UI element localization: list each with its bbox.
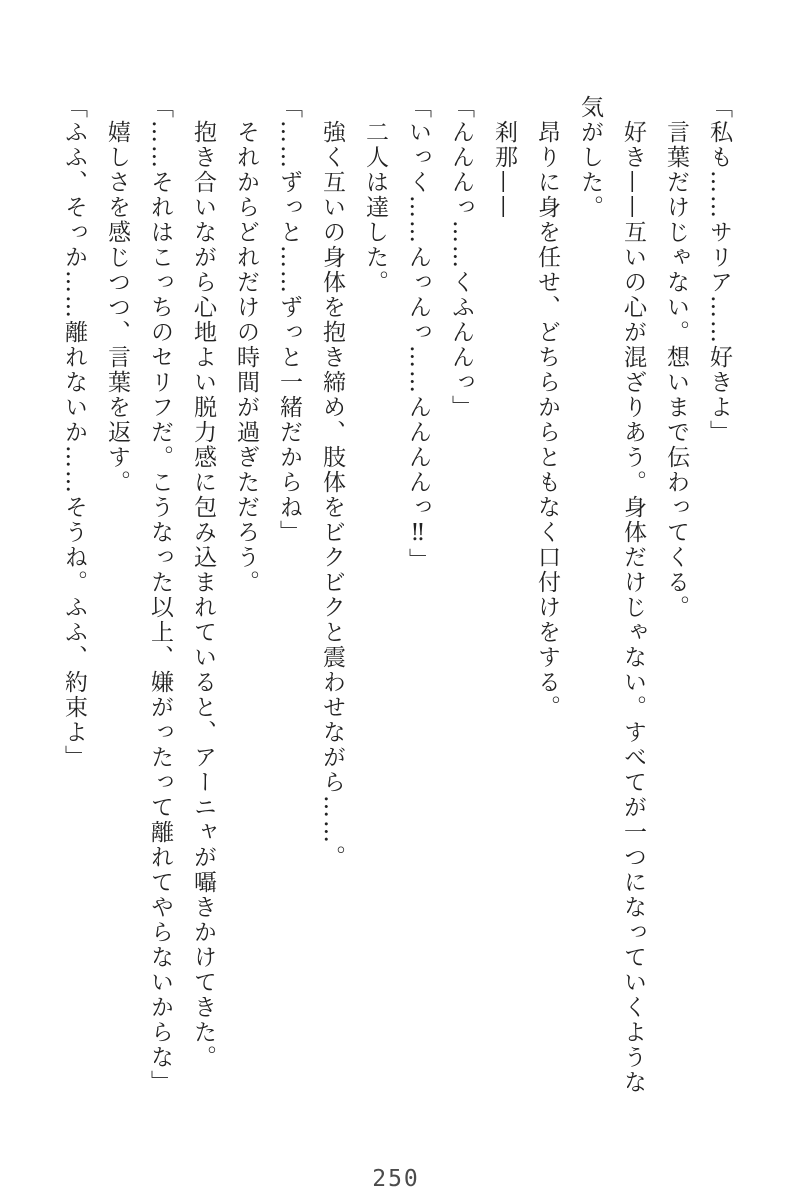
text-line-continuation: 気がした。 (577, 95, 603, 220)
text-line-narration: 強く互いの身体を抱き締め、肢体をビクビクと震わせながら……。 (319, 120, 345, 870)
page-text-block (52, 95, 740, 1135)
text-line-narration: 刹那—— (491, 120, 517, 220)
text-line-narration: 好き——互いの心が混ざりあう。身体だけじゃない。すべてが一つになっていくような (620, 120, 646, 1095)
text-line-dialogue: 「んんんっ……くふんんっ」 (448, 95, 474, 420)
text-line-dialogue: 「ふふ、そっか……離れないか……そうね。ふふ、約束よ」 (61, 95, 87, 770)
text-line-dialogue: 「いっく……んっんっ……んんんんっ‼」 (405, 95, 431, 573)
page-number: 250 (372, 1166, 420, 1192)
text-line-narration: それからどれだけの時間が過ぎただろう。 (233, 120, 259, 595)
text-line-narration: 言葉だけじゃない。想いまで伝わってくる。 (663, 120, 689, 620)
text-line-narration: 二人は達した。 (362, 120, 388, 295)
text-line-dialogue: 「……ずっと……ずっと一緒だからね」 (276, 95, 302, 545)
text-line-dialogue: 「……それはこっちのセリフだ。こうなった以上、嫌がったって離れてやらないからな」 (147, 95, 173, 1095)
text-line-narration: 昂りに身を任せ、どちらからともなく口付けをする。 (534, 120, 560, 720)
text-line-narration: 抱き合いながら心地よい脱力感に包み込まれていると、アーニャが囁きかけてきた。 (190, 120, 216, 1070)
text-line-narration: 嬉しさを感じつつ、言葉を返す。 (104, 120, 130, 495)
text-line-dialogue: 「私も……サリア……好きよ」 (706, 95, 732, 445)
